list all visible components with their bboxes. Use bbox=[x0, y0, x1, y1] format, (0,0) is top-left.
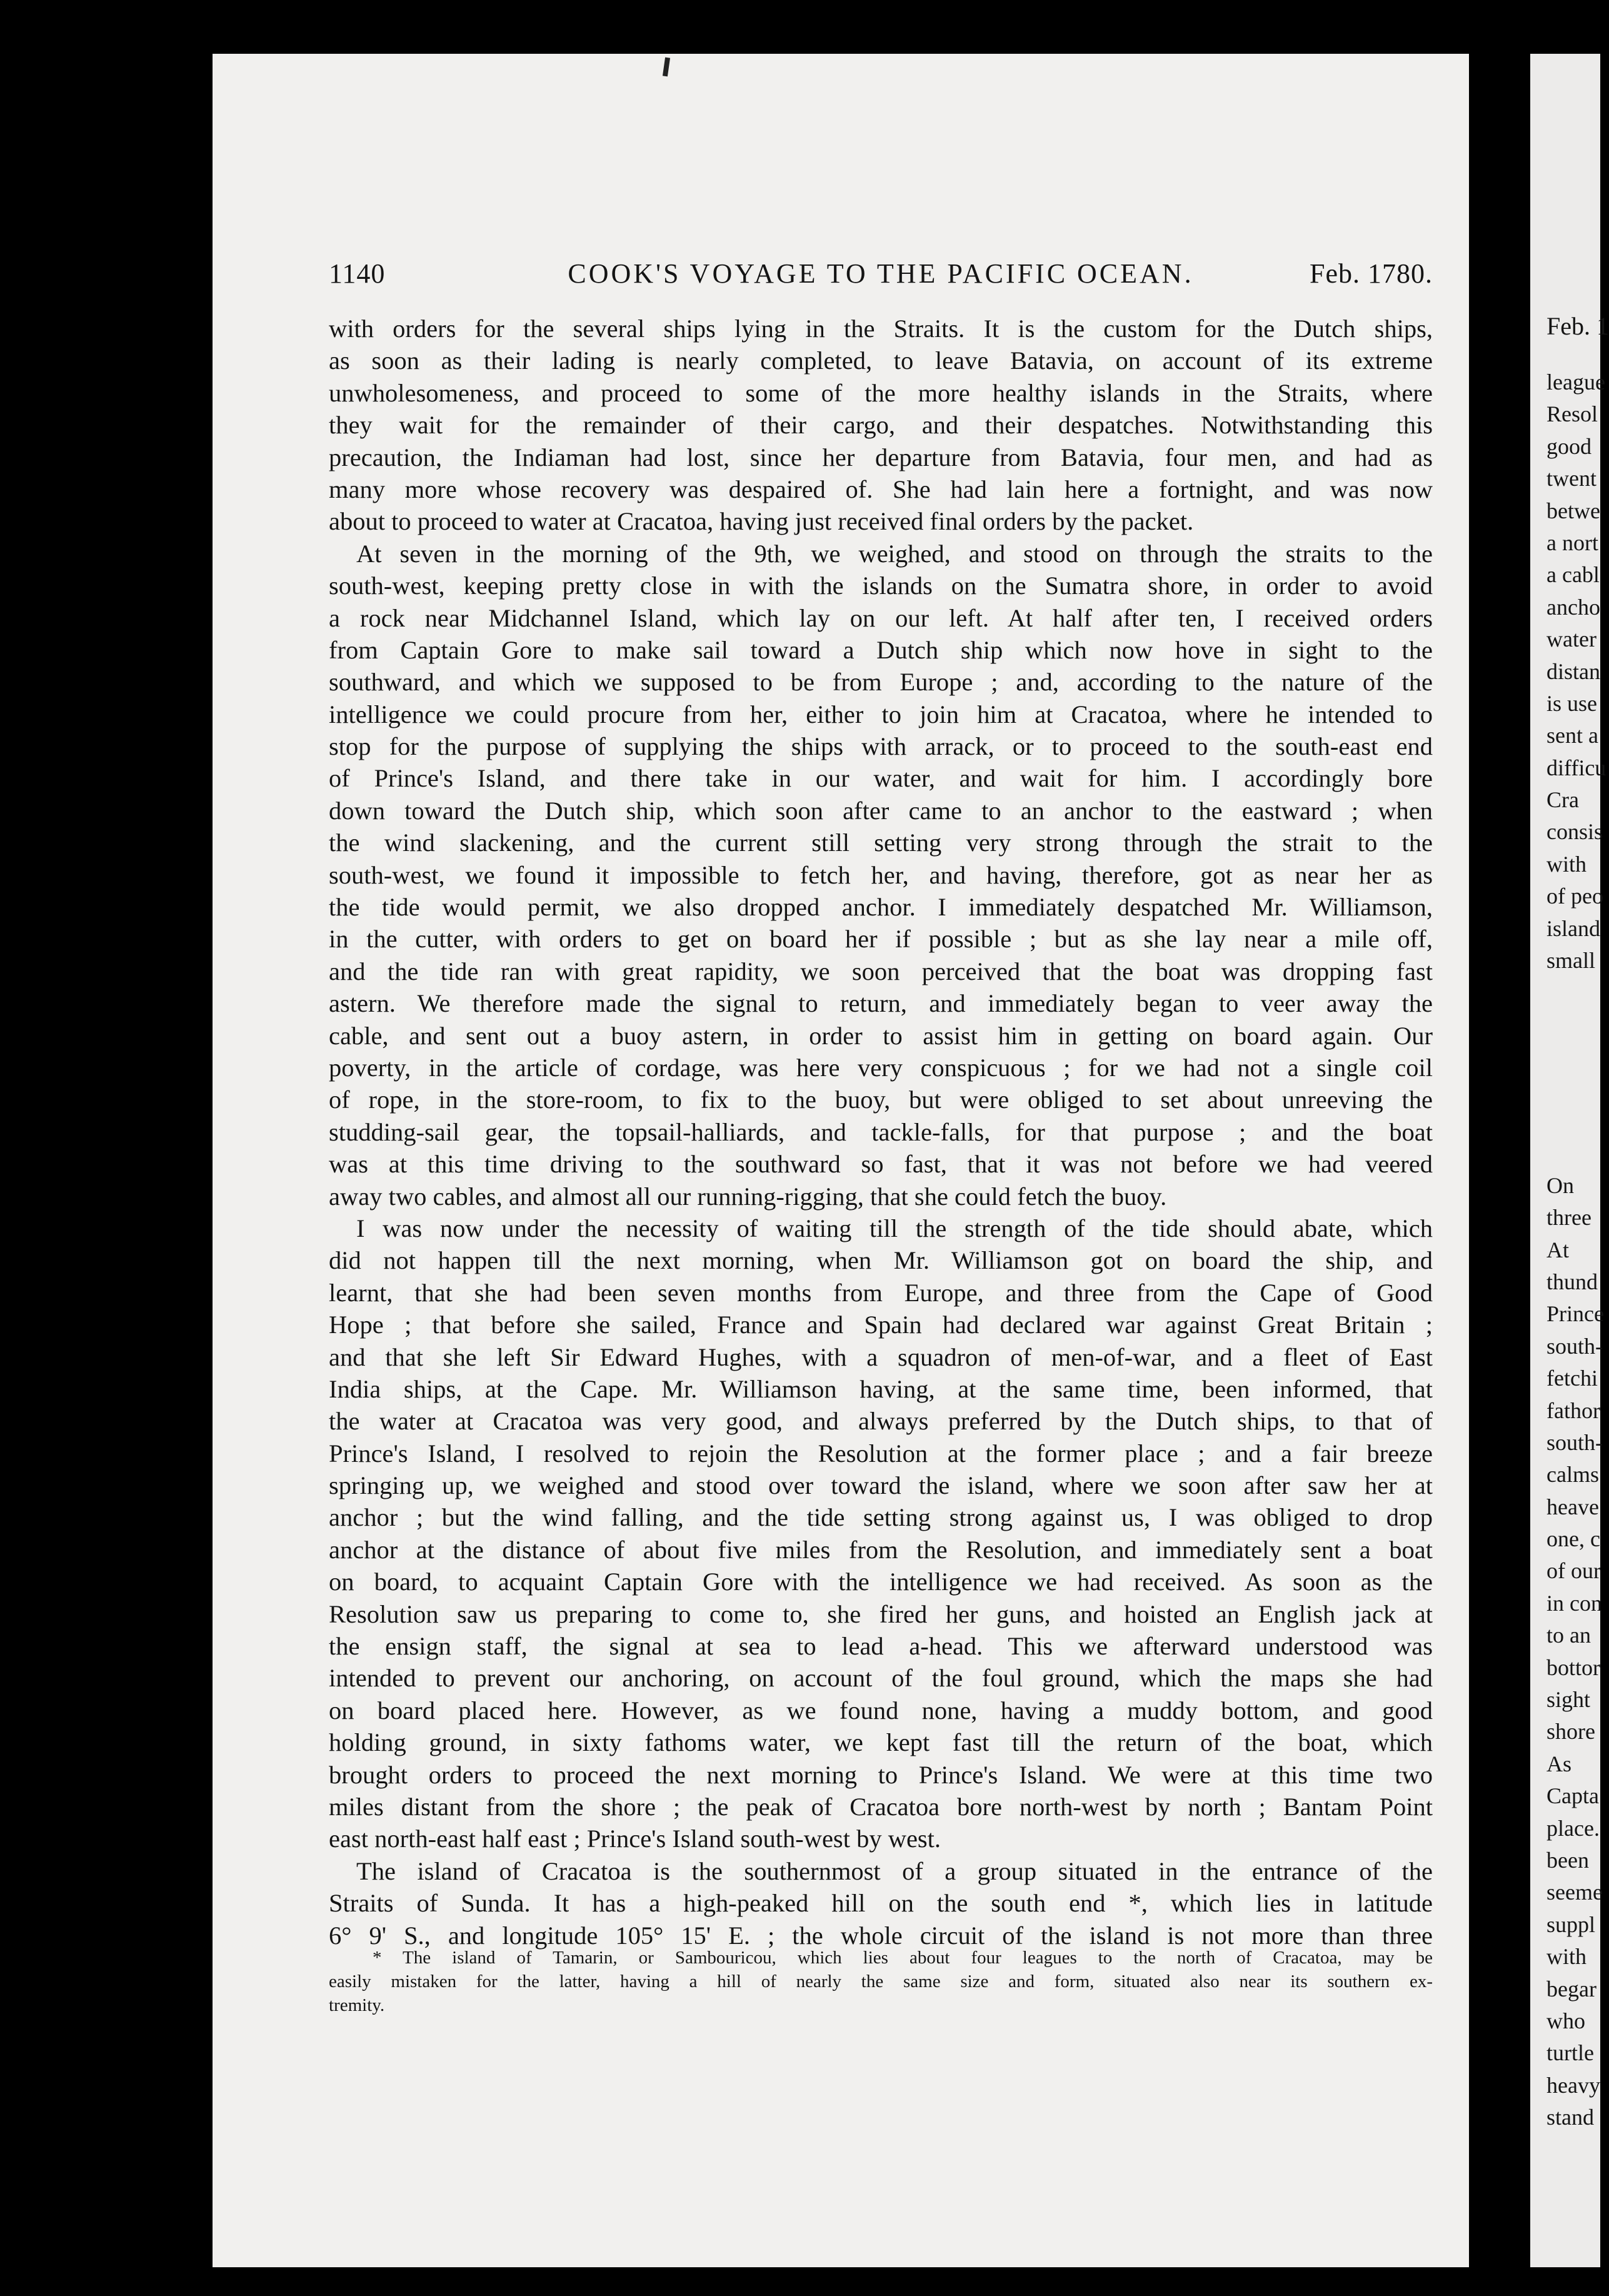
body-line: Straits of Sunda. It has a high-peaked hill on the south end *, which lies in latitude bbox=[329, 1889, 1433, 1918]
body-line: from Captain Gore to make sail toward a Dutch ship which now hove in sight to the bbox=[329, 635, 1433, 664]
body-line: anchor ; but the wind falling, and the tide setting strong against us, I was obliged to drop bbox=[329, 1503, 1433, 1532]
adjacent-page-line: stand bbox=[1546, 2105, 1594, 2130]
adjacent-page-line: island bbox=[1546, 915, 1600, 941]
adjacent-page-line: bottor bbox=[1546, 1654, 1600, 1680]
page-number: 1140 bbox=[329, 258, 386, 289]
adjacent-page-line: heave bbox=[1546, 1494, 1599, 1519]
body-line: Resolution saw us preparing to come to, she fired her guns, and hoisted an English jack at bbox=[329, 1599, 1433, 1628]
adjacent-page-line: been bbox=[1546, 1847, 1589, 1873]
adjacent-page-line: Capta bbox=[1546, 1783, 1599, 1809]
adjacent-page-line: fetchi bbox=[1546, 1366, 1598, 1391]
adjacent-page-line bbox=[1546, 1009, 1606, 1041]
body-line: India ships, at the Cape. Mr. Williamson having, at the same time, been informed, that bbox=[329, 1374, 1433, 1403]
adjacent-page-line: of our bbox=[1546, 1558, 1601, 1584]
body-line: the ensign staff, the signal at sea to lead a-head. This we afterward understood was bbox=[329, 1632, 1433, 1661]
body-line: south-west, we found it impossible to fetch her, and having, therefore, got as near her as bbox=[329, 860, 1433, 889]
body-line: on board placed here. However, as we found none, having a muddy bottom, and good bbox=[329, 1696, 1433, 1725]
adjacent-page-line: calms bbox=[1546, 1462, 1599, 1488]
adjacent-page-line: with bbox=[1546, 1944, 1587, 1970]
adjacent-page-line: small bbox=[1546, 948, 1595, 974]
body-line: many more whose recovery was despaired of. She had lain here a fortnight, and was now bbox=[329, 475, 1433, 503]
adjacent-page-line: distan bbox=[1546, 658, 1600, 684]
adjacent-page-line: suppl bbox=[1546, 1911, 1596, 1937]
adjacent-page-line: shore bbox=[1546, 1719, 1595, 1745]
adjacent-page-line bbox=[1546, 1041, 1606, 1073]
adjacent-page-line: is use bbox=[1546, 690, 1597, 716]
body-line: down toward the Dutch ship, which soon after came to an anchor to the eastward ; when bbox=[329, 796, 1433, 825]
adjacent-page-line: On bbox=[1546, 1172, 1574, 1198]
adjacent-page-line: thund bbox=[1546, 1269, 1598, 1294]
body-line: anchor at the distance of about five miles from the Resolution, and immediately sent a boat bbox=[329, 1535, 1433, 1564]
body-line: east north-east half east ; Prince's Island south-west by west. bbox=[329, 1825, 941, 1853]
footnote bbox=[329, 1946, 1433, 2017]
adjacent-page-line: place. bbox=[1546, 1815, 1600, 1841]
body-line: of Prince's Island, and there take in our water, and wait for him. I accordingly bore bbox=[329, 764, 1433, 793]
adjacent-page-line bbox=[1546, 977, 1606, 1009]
body-line: the water at Cracatoa was very good, and always preferred by the Dutch ships, to that of bbox=[329, 1407, 1433, 1436]
adjacent-page-line: one, c bbox=[1546, 1526, 1600, 1552]
body-line: studding-sail gear, the topsail-halliards, and tackle-falls, for that purpose ; and the boat bbox=[329, 1117, 1433, 1146]
adjacent-page-line: in con bbox=[1546, 1590, 1602, 1616]
body-line: springing up, we weighed and stood over toward the island, where we soon after saw her at bbox=[329, 1471, 1433, 1500]
adjacent-page-line bbox=[1546, 1074, 1606, 1105]
body-line: away two cables, and almost all our running-rigging, that she could fetch the buoy. bbox=[329, 1182, 1167, 1211]
adjacent-page bbox=[1530, 54, 1609, 2267]
body-line: and that she left Sir Edward Hughes, with a squadron of men-of-war, and a fleet of East bbox=[329, 1342, 1433, 1371]
adjacent-page-line: consis bbox=[1546, 819, 1603, 845]
adjacent-page-line: with bbox=[1546, 851, 1587, 877]
footnote-line: * The island of Tamarin, or Sambouricou, which lies about four leagues to the north of Cracatoa, may be bbox=[373, 1948, 1433, 1968]
book-gutter bbox=[1474, 0, 1530, 2296]
adjacent-page-line: of peo bbox=[1546, 884, 1603, 909]
adjacent-page-line: south- bbox=[1546, 1333, 1603, 1359]
body-line: astern. We therefore made the signal to return, and immediately began to veer away the bbox=[329, 989, 1433, 1018]
body-line: was at this time driving to the southward so fast, that it was not before we had veered bbox=[329, 1150, 1433, 1179]
adjacent-page-text bbox=[1546, 366, 1606, 2133]
body-line: they wait for the remainder of their cargo, and their despatches. Notwithstanding this bbox=[329, 411, 1433, 440]
adjacent-page-line: begar bbox=[1546, 1976, 1596, 2001]
body-line: precaution, the Indiaman had lost, since her departure from Batavia, four men, and had as bbox=[329, 443, 1433, 471]
header-date: Feb. 1780. bbox=[1310, 258, 1433, 289]
adjacent-page-line: south- bbox=[1546, 1429, 1603, 1455]
running-header bbox=[329, 258, 1433, 295]
body-line: southward, and which we supposed to be from Europe ; and, according to the nature of the bbox=[329, 668, 1433, 697]
body-line: Hope ; that before she sailed, France and Spain had declared war against Great Britain ; bbox=[329, 1311, 1433, 1339]
adjacent-page-line: sight bbox=[1546, 1687, 1591, 1713]
running-title: COOK'S VOYAGE TO THE PACIFIC OCEAN. bbox=[568, 258, 1194, 289]
body-line: poverty, in the article of cordage, was here very conspicuous ; for we had not a single coil bbox=[329, 1053, 1433, 1082]
adjacent-page-line bbox=[1546, 1105, 1606, 1137]
body-line: and the tide ran with great rapidity, we soon perceived that the boat was dropping fast bbox=[329, 957, 1433, 985]
adjacent-page-line: who bbox=[1546, 2008, 1585, 2033]
adjacent-page-line: As bbox=[1546, 1751, 1572, 1776]
adjacent-page-line: three bbox=[1546, 1205, 1591, 1231]
body-line: holding ground, in sixty fathoms water, we kept fast till the return of the boat, which bbox=[329, 1728, 1433, 1757]
adjacent-page-line: At bbox=[1546, 1237, 1569, 1262]
adjacent-page-line bbox=[1546, 1137, 1606, 1169]
adjacent-page-line: Prince bbox=[1546, 1301, 1604, 1327]
body-line: intelligence we could procure from her, either to join him at Cracatoa, where he intended to bbox=[329, 700, 1433, 728]
body-line: miles distant from the shore ; the peak of Cracatoa bore north-west by north ; Bantam Point bbox=[329, 1792, 1433, 1821]
body-line: brought orders to proceed the next morning to Prince's Island. We were at this time two bbox=[329, 1760, 1433, 1789]
body-text bbox=[329, 313, 1433, 1951]
adjacent-page-line: heavy bbox=[1546, 2072, 1600, 2098]
body-line: stop for the purpose of supplying the ships with arrack, or to proceed to the south-east end bbox=[329, 732, 1433, 761]
body-line: about to proceed to water at Cracatoa, having just received final orders by the packet. bbox=[329, 507, 1194, 536]
body-line: the tide would permit, we also dropped anchor. I immediately despatched Mr. Williamson, bbox=[329, 893, 1433, 922]
adjacent-page-line: Resol bbox=[1546, 401, 1598, 427]
body-line: the wind slackening, and the current still setting very strong through the strait to the bbox=[329, 828, 1433, 857]
footnote-line: easily mistaken for the latter, having a hill of nearly the same size and form, situated also near its southern ex- bbox=[329, 1971, 1433, 1991]
adjacent-page-line: a cabl bbox=[1546, 562, 1600, 588]
adjacent-page-line: difficu bbox=[1546, 755, 1606, 780]
body-line: 6° 9' S., and longitude 105° 15' E. ; the whole circuit of the island is not more than three bbox=[329, 1921, 1433, 1950]
body-line: cable, and sent out a buoy astern, in order to assist him in getting on board again. Our bbox=[329, 1021, 1433, 1050]
adjacent-page-line: league bbox=[1546, 370, 1605, 395]
body-line: learnt, that she had been seven months from Europe, and three from the Cape of Good bbox=[329, 1278, 1433, 1307]
adjacent-page-header: Feb. 1 bbox=[1546, 312, 1609, 340]
body-line: as soon as their lading is nearly completed, to leave Batavia, on account of its extreme bbox=[329, 346, 1433, 375]
adjacent-page-line: water bbox=[1546, 627, 1596, 652]
adjacent-page-line: twent bbox=[1546, 466, 1596, 491]
adjacent-page-line: fathor bbox=[1546, 1397, 1600, 1423]
body-line: a rock near Midchannel Island, which lay on our left. At half after ten, I received orders bbox=[329, 603, 1433, 632]
adjacent-page-line: good bbox=[1546, 433, 1591, 459]
body-line: The island of Cracatoa is the southernmost of a group situated in the entrance of the bbox=[356, 1856, 1433, 1885]
body-line: unwholesomeness, and proceed to some of the more healthy islands in the Straits, where bbox=[329, 378, 1433, 407]
body-line: south-west, keeping pretty close in with the islands on the Sumatra shore, in order to avoid bbox=[329, 571, 1433, 600]
footnote-line: tremity. bbox=[329, 1995, 385, 2015]
adjacent-page-line: ancho bbox=[1546, 594, 1600, 620]
adjacent-page-line: sent a bbox=[1546, 723, 1598, 748]
adjacent-page-line: betwe bbox=[1546, 498, 1600, 523]
body-line: of rope, in the store-room, to fix to the buoy, but were obliged to set about unreeving the bbox=[329, 1085, 1433, 1114]
adjacent-page-line: Cra bbox=[1546, 787, 1579, 813]
body-line: intended to prevent our anchoring, on account of the foul ground, which the maps she had bbox=[329, 1664, 1433, 1693]
body-line: Prince's Island, I resolved to rejoin the Resolution at the former place ; and a fair breeze bbox=[329, 1439, 1433, 1468]
body-line: with orders for the several ships lying in the Straits. It is the custom for the Dutch ships, bbox=[329, 315, 1433, 343]
body-line: on board, to acquaint Captain Gore with the intelligence we had received. As soon as the bbox=[329, 1568, 1433, 1596]
adjacent-page-line: a nort bbox=[1546, 530, 1598, 555]
adjacent-page-line: turtle bbox=[1546, 2040, 1594, 2066]
body-line: I was now under the necessity of waiting till the strength of the tide should abate, which bbox=[356, 1214, 1433, 1242]
body-line: in the cutter, with orders to get on board her if possible ; but as she lay near a mile off, bbox=[329, 925, 1433, 954]
body-line: did not happen till the next morning, when Mr. Williamson got on board the ship, and bbox=[329, 1246, 1433, 1275]
adjacent-page-line: to an bbox=[1546, 1623, 1591, 1648]
adjacent-page-line: seeme bbox=[1546, 1880, 1603, 1905]
body-line: At seven in the morning of the 9th, we weighed, and stood on through the straits to the bbox=[356, 539, 1433, 568]
